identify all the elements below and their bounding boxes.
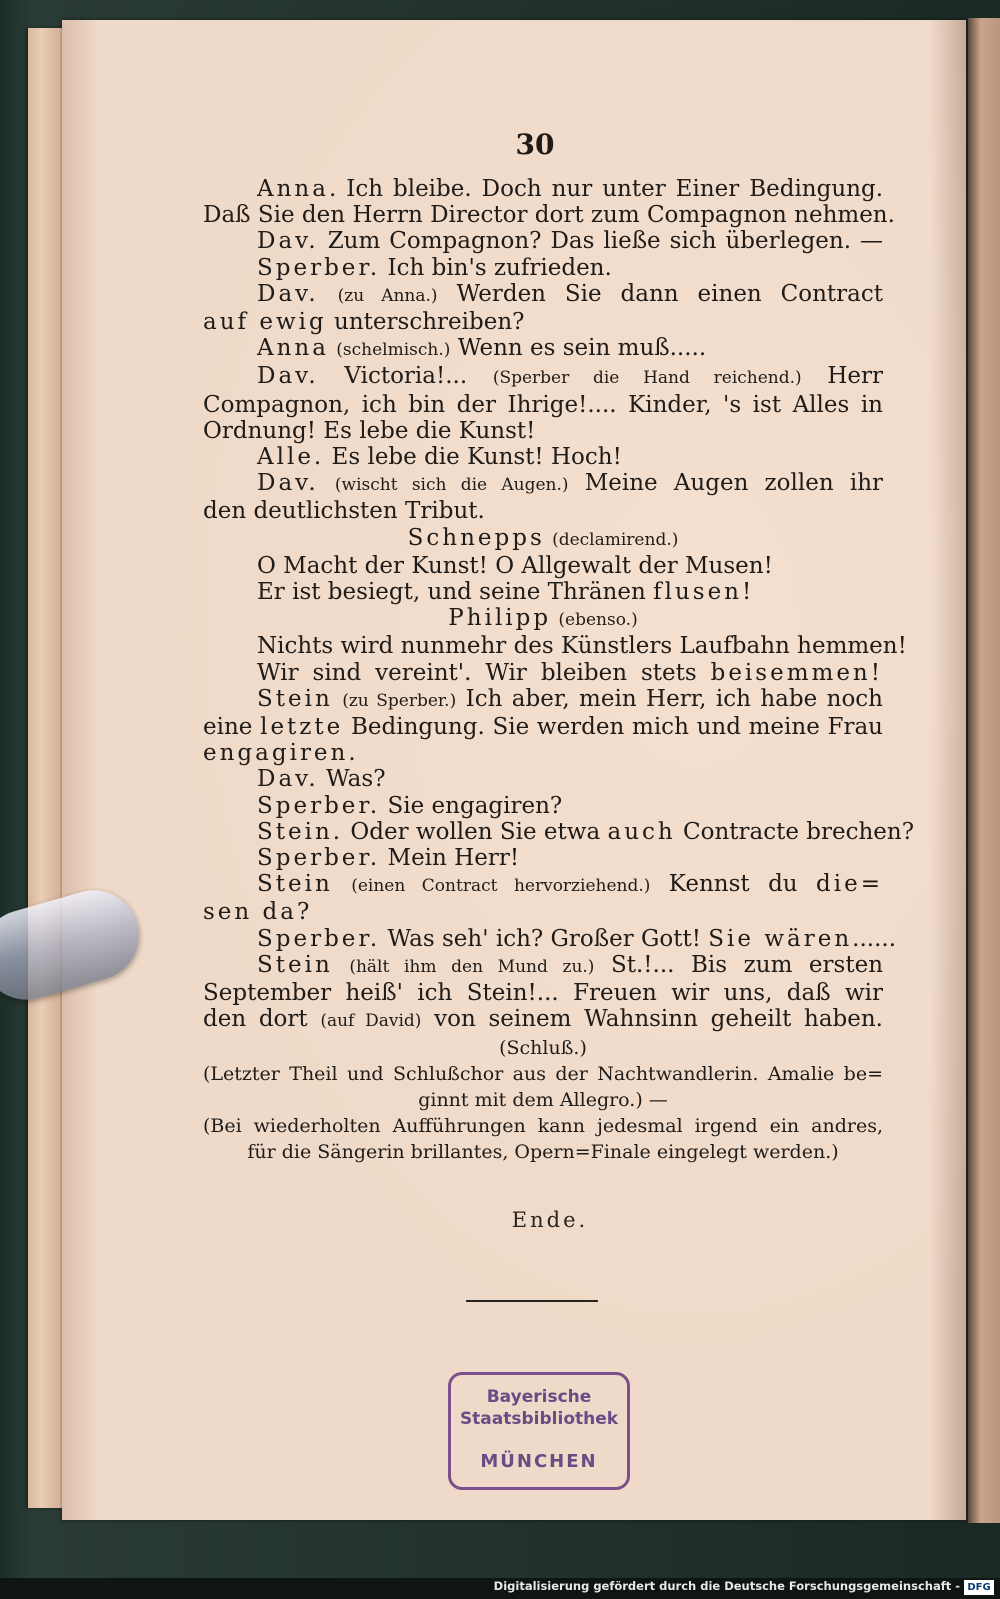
line-text: den dort (203, 1006, 321, 1033)
line-text: Mein Herr! (380, 845, 520, 872)
speaker-name: Stein (257, 871, 333, 898)
line-text: ...... (852, 925, 897, 952)
text-line (203, 660, 883, 686)
line-text (333, 871, 351, 897)
stage-direction: (hält ihm den Mund zu.) (349, 956, 595, 977)
line-text: Was? (318, 766, 386, 793)
text-line (203, 363, 883, 391)
closing-note: (Letzter Theil und Schlußchor aus der Nachtwandlerin. Amalie be= (203, 1062, 883, 1085)
text-line (203, 176, 883, 202)
text-line (203, 793, 883, 819)
next-page-edge (968, 18, 1000, 1523)
text-line (203, 686, 883, 714)
footer-text: Digitalisierung gefördert durch die Deutsche Forschungsgemeinschaft - (493, 1579, 960, 1593)
ende-text: Ende. (511, 1208, 589, 1232)
text-line (203, 281, 883, 309)
line-text: Meine Augen zollen ihr (568, 470, 883, 497)
line-text: Ich aber, mein Herr, ich habe noch (456, 685, 883, 712)
stage-direction: (auf David) (320, 1011, 422, 1032)
line-text: Victoria!... (318, 363, 493, 390)
text-line (203, 871, 883, 899)
library-stamp (448, 1372, 630, 1490)
closing-note: für die Sängerin brillantes, Opern=Finale eingelegt werden.) (247, 1141, 839, 1164)
text-line (203, 605, 883, 633)
line-text (319, 281, 338, 307)
speaker-name: Sperber. (257, 925, 381, 952)
stage-direction: (ebenso.) (558, 610, 638, 631)
line-text: September heiß' ich Stein!... Freuen wir uns, daß wir (203, 980, 883, 1007)
line-text: O Macht der Kunst! O Allgewalt der Musen! (257, 552, 773, 579)
speaker-name: Schnepps (407, 524, 545, 551)
body-text (203, 176, 915, 1166)
line-text: Kennst du (650, 871, 817, 898)
line-text: St.!... Bis zum ersten (594, 951, 884, 978)
dfg-logo-icon: DFG (964, 1580, 994, 1595)
speaker-name: beisemmen! (710, 659, 883, 686)
line-text: Contracte brechen? (675, 818, 915, 845)
speaker-name: Anna (257, 176, 329, 202)
text-line (203, 255, 883, 281)
speaker-name: Stein (257, 685, 333, 712)
line-text: Er ist besiegt, und seine Thränen (257, 579, 654, 606)
text-line (203, 899, 883, 925)
stage-direction: (zu Anna.) (337, 285, 438, 306)
line-text: Bedingung. Sie werden mich und meine Frau (343, 714, 883, 741)
stage-direction: (declamirend.) (552, 529, 679, 550)
text-line (203, 525, 883, 553)
line-text: Daß Sie den Herrn Director dort zum Compagnon nehmen. (203, 202, 895, 229)
closing-note: (Bei wiederholten Aufführungen kann jedesmal irgend ein andres, (203, 1115, 883, 1138)
speaker-name: letzte (260, 714, 344, 741)
speaker-name: Sie wären (708, 925, 853, 952)
speaker-name: Dav. (257, 228, 319, 255)
closing-note: ginnt mit dem Allegro.) — (418, 1088, 668, 1111)
speaker-name: Alle. (257, 444, 325, 471)
text-line (203, 980, 883, 1006)
speaker-name: Sperber. (257, 845, 381, 872)
speaker-name: sen da? (203, 899, 313, 926)
text-line (203, 714, 883, 740)
speaker-name: auf ewig (203, 309, 327, 336)
speaker-name: Sperber. (257, 792, 381, 819)
line-text (333, 686, 342, 712)
text-line (203, 470, 883, 498)
text-line (203, 579, 883, 605)
line-text: Nichts wird nunmehr des Künstlers Laufbahn hemmen! (257, 633, 907, 660)
page-number: 30 (515, 128, 555, 161)
speaker-name: Dav. (257, 363, 319, 390)
stage-direction: (zu Sperber.) (342, 690, 457, 711)
text-line (203, 418, 883, 444)
stage-direction: (schelmisch.) (336, 340, 451, 361)
speaker-name: Philipp (448, 605, 552, 632)
text-line (203, 952, 883, 980)
speaker-name: Anna (257, 335, 329, 362)
line-text: Ich bin's zufrieden. (380, 254, 612, 281)
line-text: Zum Compagnon? Das ließe sich überlegen. — (318, 228, 883, 255)
stamp-line-1: Bayerische (486, 1387, 592, 1407)
speaker-name: Sperber. (257, 254, 381, 281)
text-line (203, 202, 895, 229)
line-text (545, 525, 552, 551)
text-line (203, 228, 883, 254)
stage-direction: (einen Contract hervorziehend.) (351, 876, 651, 897)
text-line (203, 1006, 883, 1034)
speaker-name: Dav. (257, 470, 319, 497)
line-text: . Ich bleibe. Doch nur unter Einer Bedingung. (328, 176, 883, 202)
speaker-name: auch (607, 818, 676, 845)
end-rule (466, 1300, 598, 1302)
text-line (203, 335, 883, 363)
speaker-name: die= (816, 871, 883, 898)
text-line (203, 498, 883, 524)
text-line (203, 925, 897, 952)
line-text: Compagnon, ich bin der Ihrige!.... Kinder, 's ist Alles in (203, 391, 883, 418)
line-text: unterschreiben? (326, 309, 525, 336)
speaker-name: Dav. (257, 280, 319, 307)
text-line (203, 633, 907, 660)
speaker-name: Dav. (257, 766, 319, 793)
text-line (203, 553, 883, 579)
line-text: Sie engagiren? (380, 792, 563, 819)
text-line (203, 845, 883, 871)
line-text: von seinem Wahnsinn geheilt haben. (421, 1006, 883, 1033)
text-line (203, 740, 883, 766)
text-line (203, 392, 883, 418)
stage-direction: (Sperber die Hand reichend.) (492, 368, 802, 389)
line-text (333, 952, 350, 978)
closing-note: (Schluß.) (499, 1036, 587, 1059)
line-text: eine (203, 714, 261, 741)
line-text (319, 470, 335, 496)
line-text: Herr (801, 363, 883, 390)
text-line (203, 309, 883, 335)
speaker-name: engagiren. (203, 740, 359, 767)
stamp-line-3: MÜNCHEN (480, 1451, 598, 1472)
line-text: Wenn es sein muß..... (450, 335, 707, 362)
line-text: den deutlichsten Tribut. (203, 498, 485, 525)
line-text: Werden Sie dann einen Contract (437, 280, 883, 307)
stage-direction: (wischt sich die Augen.) (334, 475, 569, 496)
stamp-line-2: Staatsbibliothek (459, 1409, 619, 1429)
text-line (203, 766, 883, 792)
text-line (203, 818, 915, 845)
speaker-name: Stein (257, 951, 333, 978)
line-text: Oder wollen Sie etwa (343, 818, 608, 845)
text-line (203, 444, 883, 470)
line-text: Es lebe die Kunst! Hoch! (324, 444, 622, 471)
line-text: Ordnung! Es lebe die Kunst! (203, 417, 536, 444)
speaker-name: flusen! (653, 579, 755, 606)
speaker-name: Stein. (257, 818, 344, 845)
line-text: Was seh' ich? Großer Gott! (380, 925, 709, 952)
line-text: Wir sind vereint'. Wir bleiben stets (257, 659, 711, 686)
